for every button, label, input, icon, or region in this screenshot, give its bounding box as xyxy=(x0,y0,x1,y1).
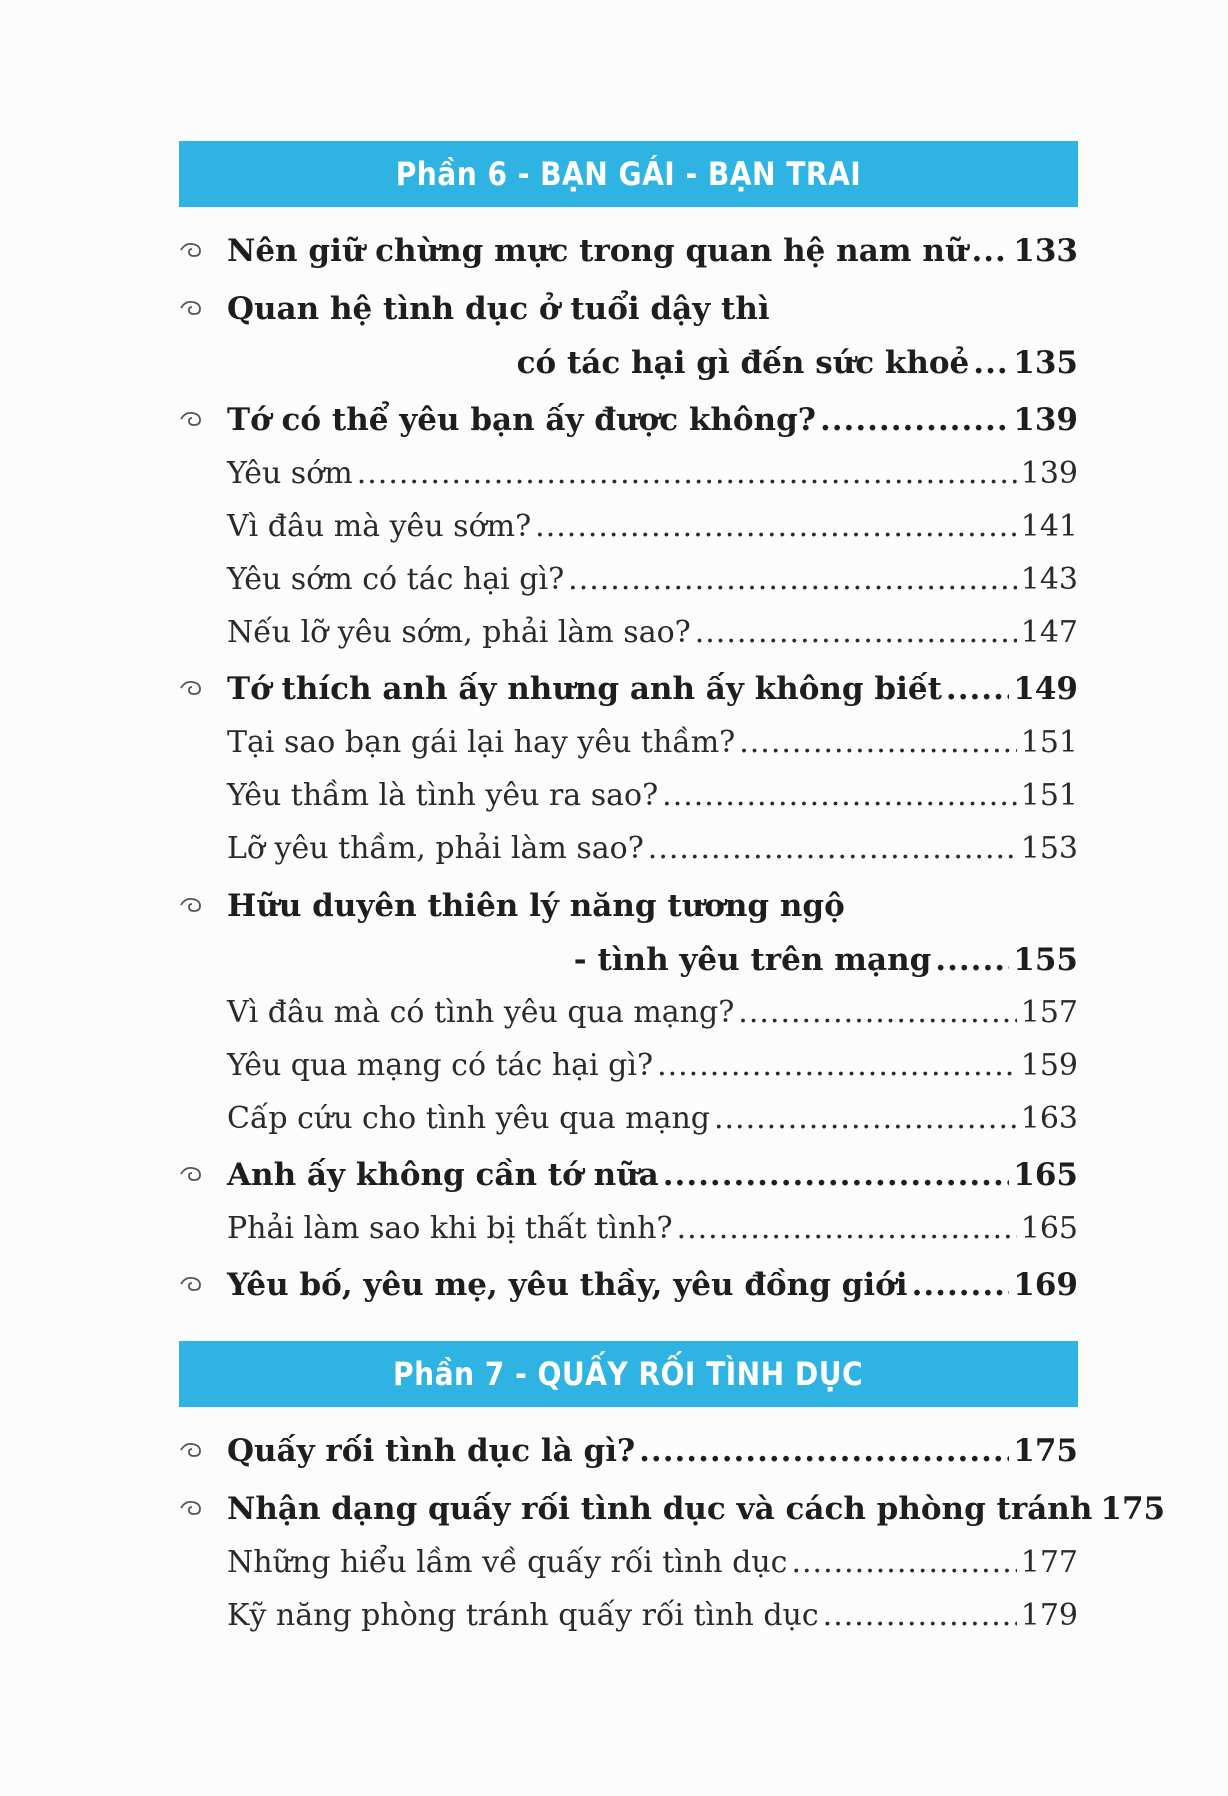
toc-page-number: 149 xyxy=(1013,671,1078,707)
dot-leader xyxy=(820,397,1009,443)
toc-subentry[interactable] xyxy=(179,1206,1078,1252)
dot-leader xyxy=(657,1043,1017,1089)
dot-leader xyxy=(648,826,1017,872)
toc-page-number: 175 xyxy=(1100,1491,1166,1527)
dot-leader xyxy=(738,990,1016,1036)
toc-entry[interactable] xyxy=(179,286,1078,332)
toc-entry[interactable] xyxy=(179,1428,1078,1474)
toc-subentry[interactable] xyxy=(179,1540,1078,1586)
section-banner-title: Phần 7 - QUẤY RỐI TÌNH DỤC xyxy=(393,1355,864,1393)
toc-subentry-title: Vì đâu mà có tình yêu qua mạng? xyxy=(227,995,735,1030)
toc-page-number: 165 xyxy=(1013,1157,1078,1193)
toc-subentry[interactable] xyxy=(179,610,1078,656)
dot-leader xyxy=(739,720,1017,766)
dot-leader xyxy=(535,504,1017,550)
swirl-bullet-icon xyxy=(179,298,205,318)
section-banner xyxy=(179,141,1078,207)
toc-page-number: 165 xyxy=(1020,1211,1078,1246)
swirl-bullet-icon xyxy=(179,895,205,915)
toc-entry-title-continued: - tình yêu trên mạng xyxy=(573,942,932,978)
dot-leader xyxy=(677,1206,1017,1252)
toc-page-number: 135 xyxy=(1013,345,1078,381)
toc-entry-title: Anh ấy không cần tớ nữa xyxy=(227,1157,659,1193)
toc-page-number: 139 xyxy=(1020,456,1078,491)
swirl-bullet-icon xyxy=(179,1498,205,1518)
toc-subentry[interactable] xyxy=(179,990,1078,1036)
toc-subentry-title: Yêu qua mạng có tác hại gì? xyxy=(227,1048,654,1083)
swirl-bullet-icon xyxy=(179,409,205,429)
toc-subentry[interactable] xyxy=(179,504,1078,550)
toc-page-number: 139 xyxy=(1013,402,1078,438)
toc-entry-title: Nhận dạng quấy rối tình dục và cách phòng tránh xyxy=(227,1491,1093,1527)
dot-leader xyxy=(568,557,1017,603)
dot-leader xyxy=(973,340,1009,386)
dot-leader xyxy=(971,228,1009,274)
dot-leader xyxy=(662,773,1017,819)
toc-page-number: 143 xyxy=(1020,562,1078,597)
toc-entry[interactable] xyxy=(179,666,1078,712)
toc-subentry-title: Vì đâu mà yêu sớm? xyxy=(227,509,532,544)
toc-page-number: 151 xyxy=(1020,778,1078,813)
dot-leader xyxy=(912,1262,1010,1308)
toc-subentry-title: Yêu thầm là tình yêu ra sao? xyxy=(227,778,659,813)
dot-leader xyxy=(357,451,1017,497)
toc-subentry-title: Kỹ năng phòng tránh quấy rối tình dục xyxy=(227,1598,819,1633)
toc-page-number: 141 xyxy=(1020,509,1078,544)
toc-subentry-title: Lỡ yêu thầm, phải làm sao? xyxy=(227,831,644,866)
toc-page-number: 163 xyxy=(1020,1101,1078,1136)
dot-leader xyxy=(946,666,1009,712)
toc-page-number: 177 xyxy=(1020,1545,1078,1580)
toc-page-number: 133 xyxy=(1013,233,1078,269)
toc-page-number: 155 xyxy=(1013,942,1078,978)
toc-subentry-title: Yêu sớm có tác hại gì? xyxy=(227,562,565,597)
toc-page-number: 169 xyxy=(1013,1267,1078,1303)
dot-leader xyxy=(695,610,1017,656)
toc-entry[interactable] xyxy=(179,883,1078,929)
toc-page-number: 159 xyxy=(1020,1048,1078,1083)
toc-entry[interactable] xyxy=(179,228,1078,274)
toc-page-number: 147 xyxy=(1020,615,1078,650)
toc-entry-title: Hữu duyên thiên lý năng tương ngộ xyxy=(227,888,845,924)
toc-subentry-title: Cấp cứu cho tình yêu qua mạng xyxy=(227,1101,710,1136)
dot-leader xyxy=(935,937,1009,983)
toc-subentry[interactable] xyxy=(179,451,1078,497)
toc-entry-continuation[interactable] xyxy=(179,340,1078,386)
toc-entry[interactable] xyxy=(179,397,1078,443)
section-banner-title: Phần 6 - BẠN GÁI - BẠN TRAI xyxy=(395,155,862,193)
toc-entry-title: Quấy rối tình dục là gì? xyxy=(227,1433,636,1469)
toc-subentry[interactable] xyxy=(179,557,1078,603)
toc-page-number: 175 xyxy=(1013,1433,1078,1469)
toc-page-number: 179 xyxy=(1020,1598,1078,1633)
toc-subentry[interactable] xyxy=(179,720,1078,766)
toc-entry-title: Tớ thích anh ấy nhưng anh ấy không biết xyxy=(227,671,942,707)
toc-subentry[interactable] xyxy=(179,1043,1078,1089)
dot-leader xyxy=(639,1428,1009,1474)
toc-entry-title: Nên giữ chừng mực trong quan hệ nam nữ xyxy=(227,233,968,269)
toc-subentry-title: Tại sao bạn gái lại hay yêu thầm? xyxy=(227,725,736,760)
dot-leader xyxy=(791,1540,1016,1586)
toc-subentry[interactable] xyxy=(179,1593,1078,1639)
toc-subentry[interactable] xyxy=(179,773,1078,819)
toc-subentry[interactable] xyxy=(179,1096,1078,1142)
swirl-bullet-icon xyxy=(179,1164,205,1184)
toc-subentry-title: Yêu sớm xyxy=(227,456,353,491)
toc-entry-continuation[interactable] xyxy=(179,937,1078,983)
toc-page-number: 153 xyxy=(1020,831,1078,866)
swirl-bullet-icon xyxy=(179,1440,205,1460)
toc-entry-title-continued: có tác hại gì đến sức khoẻ xyxy=(516,345,970,381)
toc-entry[interactable] xyxy=(179,1262,1078,1308)
swirl-bullet-icon xyxy=(179,1274,205,1294)
dot-leader xyxy=(663,1152,1010,1198)
toc-entry-title: Tớ có thể yêu bạn ấy được không? xyxy=(227,402,816,438)
toc-entry[interactable] xyxy=(179,1486,1166,1532)
toc-subentry-title: Những hiểu lầm về quấy rối tình dục xyxy=(227,1545,788,1580)
toc-entry-title: Yêu bố, yêu mẹ, yêu thầy, yêu đồng giới xyxy=(227,1267,908,1303)
toc-page-number: 151 xyxy=(1020,725,1078,760)
toc-page-number: 157 xyxy=(1020,995,1078,1030)
dot-leader xyxy=(714,1096,1017,1142)
swirl-bullet-icon xyxy=(179,678,205,698)
toc-entry-title: Quan hệ tình dục ở tuổi dậy thì xyxy=(227,291,770,327)
toc-subentry-title: Nếu lỡ yêu sớm, phải làm sao? xyxy=(227,615,691,650)
toc-subentry-title: Phải làm sao khi bị thất tình? xyxy=(227,1211,673,1246)
section-banner xyxy=(179,1341,1078,1407)
swirl-bullet-icon xyxy=(179,240,205,260)
dot-leader xyxy=(823,1593,1017,1639)
toc-entry[interactable] xyxy=(179,1152,1078,1198)
toc-subentry[interactable] xyxy=(179,826,1078,872)
